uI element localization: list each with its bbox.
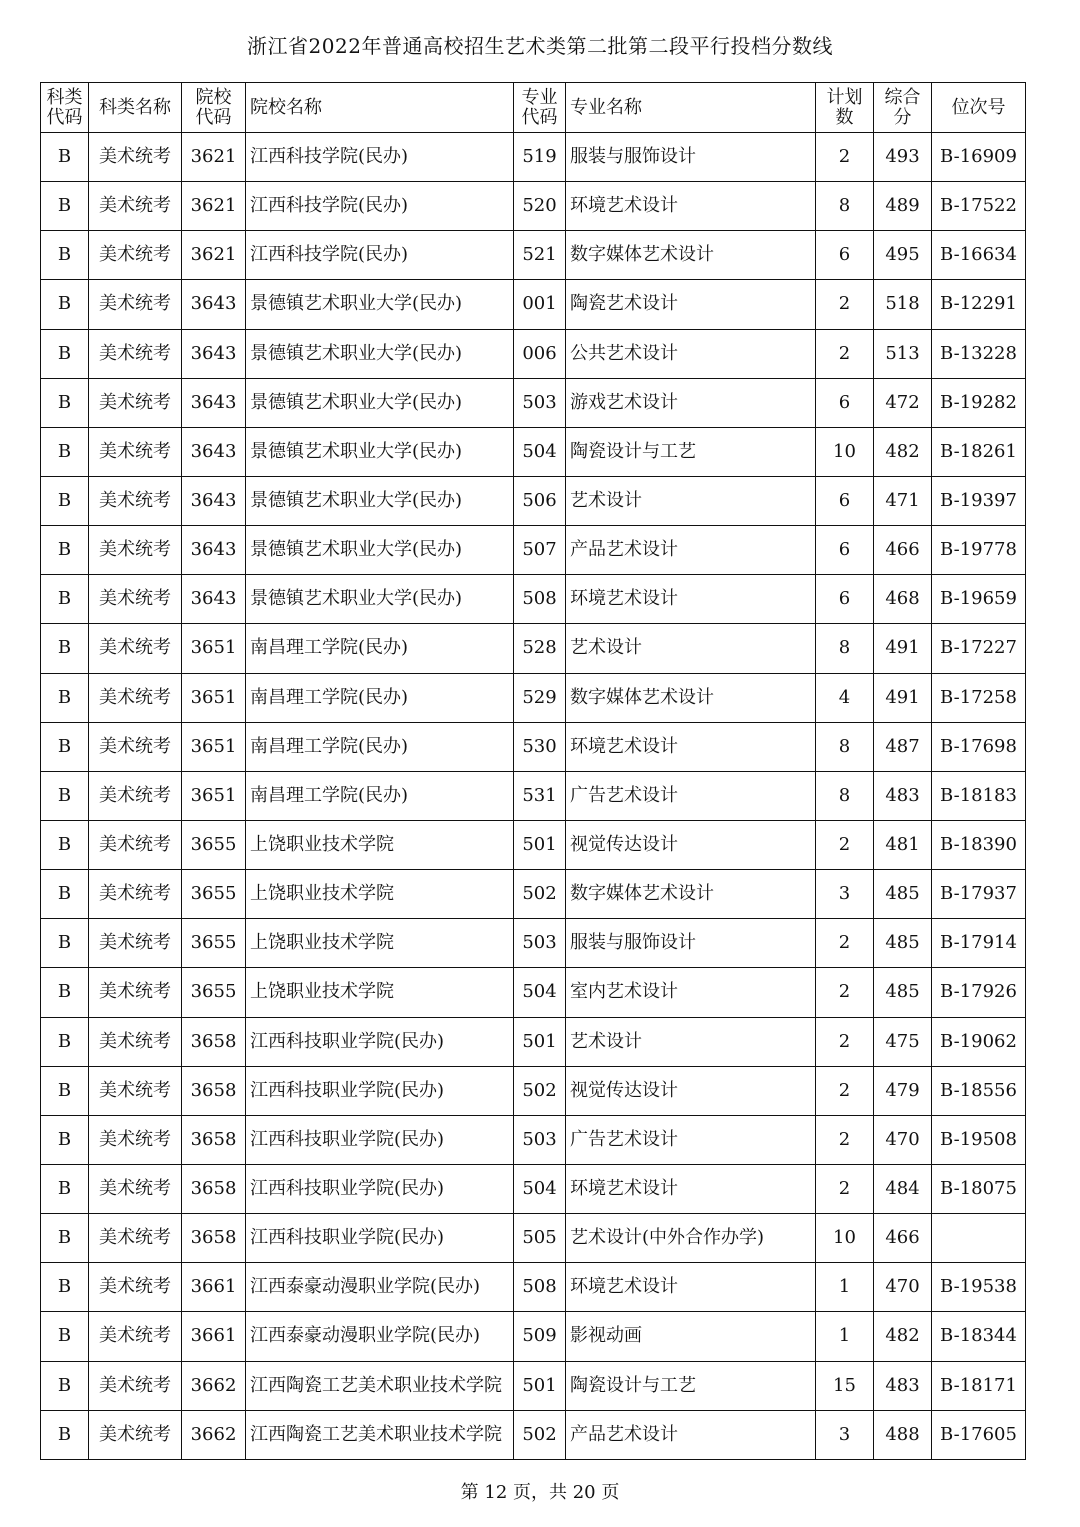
cell-subject-name: 美术统考 [89, 624, 182, 673]
cell-score: 518 [874, 280, 932, 329]
cell-subject-name: 美术统考 [89, 1361, 182, 1410]
cell-plan: 2 [816, 1066, 874, 1115]
cell-major-code: 529 [514, 673, 566, 722]
cell-major-name: 视觉传达设计 [566, 820, 816, 869]
cell-school-name: 景德镇艺术职业大学(民办) [246, 427, 514, 476]
cell-subject-name: 美术统考 [89, 1115, 182, 1164]
cell-subject-code: B [41, 182, 89, 231]
cell-rank: B-17698 [932, 722, 1026, 771]
cell-major-name: 影视动画 [566, 1312, 816, 1361]
cell-major-name: 游戏艺术设计 [566, 378, 816, 427]
table-row [41, 182, 1026, 231]
cell-score: 481 [874, 820, 932, 869]
cell-score: 482 [874, 427, 932, 476]
table-row [41, 1115, 1026, 1164]
cell-school-code: 3643 [182, 280, 246, 329]
cell-school-name: 江西陶瓷工艺美术职业技术学院 [246, 1361, 514, 1410]
cell-school-code: 3643 [182, 427, 246, 476]
cell-school-code: 3651 [182, 722, 246, 771]
cell-major-name: 服装与服饰设计 [566, 919, 816, 968]
cell-rank: B-18390 [932, 820, 1026, 869]
cell-major-name: 数字媒体艺术设计 [566, 673, 816, 722]
page-footer: 第 12 页，共 20 页 [460, 1482, 620, 1503]
cell-rank: B-19659 [932, 575, 1026, 624]
cell-school-name: 南昌理工学院(民办) [246, 722, 514, 771]
cell-major-code: 501 [514, 1017, 566, 1066]
cell-subject-name: 美术统考 [89, 427, 182, 476]
cell-rank: B-17937 [932, 870, 1026, 919]
cell-major-name: 公共艺术设计 [566, 329, 816, 378]
cell-school-name: 江西科技职业学院(民办) [246, 1017, 514, 1066]
cell-score: 466 [874, 1214, 932, 1263]
cell-school-name: 江西科技学院(民办) [246, 231, 514, 280]
header-major-code: 专业 代码 [514, 83, 566, 133]
cell-plan: 2 [816, 1017, 874, 1066]
table-row [41, 1361, 1026, 1410]
header-subject-name: 科类名称 [89, 83, 182, 133]
cell-score: 488 [874, 1410, 932, 1459]
cell-rank: B-12291 [932, 280, 1026, 329]
table-row [41, 526, 1026, 575]
table-header-row [41, 83, 1026, 133]
cell-subject-code: B [41, 231, 89, 280]
cell-subject-name: 美术统考 [89, 526, 182, 575]
cell-plan: 6 [816, 231, 874, 280]
cell-subject-name: 美术统考 [89, 1214, 182, 1263]
cell-score: 472 [874, 378, 932, 427]
cell-school-name: 景德镇艺术职业大学(民办) [246, 526, 514, 575]
cell-plan: 4 [816, 673, 874, 722]
table-row [41, 968, 1026, 1017]
cell-major-code: 531 [514, 771, 566, 820]
cell-rank [932, 1214, 1026, 1263]
header-school-code: 院校 代码 [182, 83, 246, 133]
cell-rank: B-13228 [932, 329, 1026, 378]
cell-school-name: 南昌理工学院(民办) [246, 624, 514, 673]
cell-school-name: 江西泰豪动漫职业学院(民办) [246, 1312, 514, 1361]
score-table [40, 82, 1026, 1460]
cell-school-name: 上饶职业技术学院 [246, 870, 514, 919]
cell-subject-code: B [41, 526, 89, 575]
table-row [41, 575, 1026, 624]
cell-subject-code: B [41, 329, 89, 378]
cell-rank: B-17605 [932, 1410, 1026, 1459]
cell-major-code: 502 [514, 1066, 566, 1115]
cell-school-name: 上饶职业技术学院 [246, 968, 514, 1017]
cell-major-code: 503 [514, 919, 566, 968]
cell-major-name: 艺术设计 [566, 624, 816, 673]
cell-plan: 3 [816, 870, 874, 919]
cell-rank: B-16634 [932, 231, 1026, 280]
cell-school-name: 景德镇艺术职业大学(民办) [246, 575, 514, 624]
cell-subject-code: B [41, 1312, 89, 1361]
cell-major-name: 陶瓷艺术设计 [566, 280, 816, 329]
cell-rank: B-16909 [932, 133, 1026, 182]
cell-major-name: 广告艺术设计 [566, 771, 816, 820]
cell-rank: B-18075 [932, 1164, 1026, 1213]
cell-major-name: 数字媒体艺术设计 [566, 231, 816, 280]
cell-school-code: 3655 [182, 968, 246, 1017]
cell-school-code: 3621 [182, 182, 246, 231]
cell-subject-name: 美术统考 [89, 1312, 182, 1361]
cell-score: 466 [874, 526, 932, 575]
cell-major-name: 数字媒体艺术设计 [566, 870, 816, 919]
cell-score: 493 [874, 133, 932, 182]
cell-plan: 2 [816, 133, 874, 182]
cell-plan: 2 [816, 329, 874, 378]
cell-school-name: 江西科技职业学院(民办) [246, 1164, 514, 1213]
cell-subject-code: B [41, 1115, 89, 1164]
cell-subject-name: 美术统考 [89, 673, 182, 722]
cell-subject-code: B [41, 280, 89, 329]
cell-school-code: 3658 [182, 1115, 246, 1164]
cell-major-name: 环境艺术设计 [566, 575, 816, 624]
cell-subject-name: 美术统考 [89, 1263, 182, 1312]
cell-major-code: 504 [514, 968, 566, 1017]
cell-plan: 8 [816, 722, 874, 771]
cell-subject-name: 美术统考 [89, 182, 182, 231]
cell-subject-name: 美术统考 [89, 820, 182, 869]
cell-subject-name: 美术统考 [89, 231, 182, 280]
cell-major-name: 艺术设计 [566, 476, 816, 525]
cell-plan: 8 [816, 771, 874, 820]
cell-school-code: 3662 [182, 1361, 246, 1410]
cell-school-code: 3643 [182, 378, 246, 427]
cell-rank: B-18261 [932, 427, 1026, 476]
cell-score: 482 [874, 1312, 932, 1361]
cell-subject-name: 美术统考 [89, 575, 182, 624]
cell-score: 485 [874, 968, 932, 1017]
cell-school-name: 江西科技职业学院(民办) [246, 1066, 514, 1115]
table-row [41, 427, 1026, 476]
cell-rank: B-19397 [932, 476, 1026, 525]
cell-school-name: 江西科技职业学院(民办) [246, 1115, 514, 1164]
cell-major-code: 001 [514, 280, 566, 329]
cell-school-name: 上饶职业技术学院 [246, 919, 514, 968]
table-row [41, 771, 1026, 820]
table-row [41, 722, 1026, 771]
cell-major-code: 528 [514, 624, 566, 673]
cell-plan: 10 [816, 427, 874, 476]
cell-major-code: 508 [514, 575, 566, 624]
table-row [41, 624, 1026, 673]
cell-school-code: 3643 [182, 476, 246, 525]
cell-plan: 6 [816, 526, 874, 575]
cell-major-code: 504 [514, 1164, 566, 1213]
table-row [41, 1410, 1026, 1459]
cell-major-name: 产品艺术设计 [566, 526, 816, 575]
cell-school-code: 3643 [182, 526, 246, 575]
cell-rank: B-19778 [932, 526, 1026, 575]
cell-school-code: 3661 [182, 1263, 246, 1312]
cell-rank: B-18183 [932, 771, 1026, 820]
cell-subject-name: 美术统考 [89, 476, 182, 525]
cell-subject-code: B [41, 575, 89, 624]
cell-plan: 6 [816, 575, 874, 624]
cell-school-code: 3651 [182, 673, 246, 722]
cell-subject-name: 美术统考 [89, 771, 182, 820]
cell-major-name: 陶瓷设计与工艺 [566, 1361, 816, 1410]
cell-subject-code: B [41, 870, 89, 919]
cell-school-name: 江西陶瓷工艺美术职业技术学院 [246, 1410, 514, 1459]
table-row [41, 820, 1026, 869]
table-row [41, 476, 1026, 525]
cell-score: 487 [874, 722, 932, 771]
cell-plan: 15 [816, 1361, 874, 1410]
table-row [41, 1017, 1026, 1066]
cell-school-code: 3655 [182, 820, 246, 869]
cell-major-code: 501 [514, 1361, 566, 1410]
cell-plan: 10 [816, 1214, 874, 1263]
cell-major-code: 519 [514, 133, 566, 182]
cell-subject-code: B [41, 133, 89, 182]
cell-school-code: 3661 [182, 1312, 246, 1361]
cell-rank: B-19538 [932, 1263, 1026, 1312]
cell-school-code: 3651 [182, 624, 246, 673]
cell-rank: B-17926 [932, 968, 1026, 1017]
cell-school-name: 江西科技学院(民办) [246, 182, 514, 231]
cell-major-code: 503 [514, 1115, 566, 1164]
cell-major-name: 环境艺术设计 [566, 1164, 816, 1213]
cell-major-code: 521 [514, 231, 566, 280]
cell-rank: B-19508 [932, 1115, 1026, 1164]
cell-school-code: 3658 [182, 1066, 246, 1115]
cell-score: 495 [874, 231, 932, 280]
cell-plan: 2 [816, 1115, 874, 1164]
table-row [41, 1066, 1026, 1115]
cell-plan: 2 [816, 280, 874, 329]
cell-major-name: 艺术设计 [566, 1017, 816, 1066]
cell-school-code: 3658 [182, 1214, 246, 1263]
cell-school-code: 3655 [182, 870, 246, 919]
cell-school-code: 3643 [182, 575, 246, 624]
table-row [41, 378, 1026, 427]
cell-major-name: 广告艺术设计 [566, 1115, 816, 1164]
cell-subject-code: B [41, 1066, 89, 1115]
cell-school-name: 南昌理工学院(民办) [246, 673, 514, 722]
cell-subject-code: B [41, 1214, 89, 1263]
cell-rank: B-18556 [932, 1066, 1026, 1115]
cell-subject-name: 美术统考 [89, 378, 182, 427]
cell-subject-name: 美术统考 [89, 1066, 182, 1115]
cell-subject-name: 美术统考 [89, 968, 182, 1017]
cell-major-code: 502 [514, 1410, 566, 1459]
cell-subject-name: 美术统考 [89, 722, 182, 771]
cell-score: 485 [874, 870, 932, 919]
table-row [41, 673, 1026, 722]
cell-plan: 2 [816, 820, 874, 869]
cell-school-name: 上饶职业技术学院 [246, 820, 514, 869]
cell-school-code: 3621 [182, 231, 246, 280]
cell-subject-name: 美术统考 [89, 280, 182, 329]
cell-plan: 6 [816, 476, 874, 525]
cell-subject-code: B [41, 1361, 89, 1410]
cell-major-name: 环境艺术设计 [566, 182, 816, 231]
cell-major-code: 501 [514, 820, 566, 869]
cell-rank: B-17914 [932, 919, 1026, 968]
cell-major-name: 视觉传达设计 [566, 1066, 816, 1115]
cell-score: 484 [874, 1164, 932, 1213]
cell-major-name: 产品艺术设计 [566, 1410, 816, 1459]
cell-score: 468 [874, 575, 932, 624]
cell-major-code: 503 [514, 378, 566, 427]
table-body [41, 133, 1026, 1460]
cell-school-code: 3658 [182, 1164, 246, 1213]
cell-score: 475 [874, 1017, 932, 1066]
cell-school-name: 江西泰豪动漫职业学院(民办) [246, 1263, 514, 1312]
table-row [41, 1312, 1026, 1361]
page-title: 浙江省2022年普通高校招生艺术类第二批第二段平行投档分数线 [247, 34, 833, 58]
cell-subject-code: B [41, 673, 89, 722]
cell-score: 491 [874, 624, 932, 673]
cell-subject-code: B [41, 1263, 89, 1312]
cell-subject-code: B [41, 427, 89, 476]
cell-plan: 8 [816, 624, 874, 673]
table-row [41, 1263, 1026, 1312]
cell-plan: 2 [816, 968, 874, 1017]
cell-school-code: 3658 [182, 1017, 246, 1066]
table-row [41, 231, 1026, 280]
cell-major-code: 530 [514, 722, 566, 771]
cell-score: 491 [874, 673, 932, 722]
cell-rank: B-18344 [932, 1312, 1026, 1361]
cell-score: 483 [874, 771, 932, 820]
cell-subject-name: 美术统考 [89, 133, 182, 182]
cell-major-name: 服装与服饰设计 [566, 133, 816, 182]
table-row [41, 133, 1026, 182]
cell-school-name: 江西科技职业学院(民办) [246, 1214, 514, 1263]
cell-subject-code: B [41, 378, 89, 427]
cell-subject-name: 美术统考 [89, 1017, 182, 1066]
header-major-name: 专业名称 [566, 83, 816, 133]
cell-school-name: 景德镇艺术职业大学(民办) [246, 280, 514, 329]
cell-subject-name: 美术统考 [89, 870, 182, 919]
cell-score: 485 [874, 919, 932, 968]
cell-subject-name: 美术统考 [89, 1164, 182, 1213]
cell-score: 471 [874, 476, 932, 525]
cell-score: 470 [874, 1115, 932, 1164]
table-row [41, 1164, 1026, 1213]
cell-subject-code: B [41, 722, 89, 771]
cell-school-name: 景德镇艺术职业大学(民办) [246, 329, 514, 378]
cell-subject-code: B [41, 771, 89, 820]
cell-plan: 3 [816, 1410, 874, 1459]
cell-plan: 1 [816, 1263, 874, 1312]
cell-rank: B-17258 [932, 673, 1026, 722]
cell-school-code: 3643 [182, 329, 246, 378]
cell-school-name: 江西科技学院(民办) [246, 133, 514, 182]
cell-major-code: 520 [514, 182, 566, 231]
cell-score: 489 [874, 182, 932, 231]
cell-subject-name: 美术统考 [89, 329, 182, 378]
cell-subject-code: B [41, 968, 89, 1017]
cell-subject-code: B [41, 919, 89, 968]
cell-rank: B-17522 [932, 182, 1026, 231]
cell-school-code: 3651 [182, 771, 246, 820]
header-rank: 位次号 [932, 83, 1026, 133]
cell-subject-code: B [41, 624, 89, 673]
cell-plan: 2 [816, 1164, 874, 1213]
table-row [41, 870, 1026, 919]
cell-school-code: 3662 [182, 1410, 246, 1459]
header-school-name: 院校名称 [246, 83, 514, 133]
table-row [41, 1214, 1026, 1263]
cell-subject-code: B [41, 1410, 89, 1459]
cell-rank: B-17227 [932, 624, 1026, 673]
cell-major-code: 508 [514, 1263, 566, 1312]
cell-plan: 8 [816, 182, 874, 231]
cell-school-code: 3621 [182, 133, 246, 182]
cell-subject-code: B [41, 476, 89, 525]
cell-subject-code: B [41, 1017, 89, 1066]
cell-major-code: 509 [514, 1312, 566, 1361]
table-row [41, 919, 1026, 968]
cell-subject-code: B [41, 820, 89, 869]
cell-major-code: 006 [514, 329, 566, 378]
cell-subject-name: 美术统考 [89, 1410, 182, 1459]
cell-score: 513 [874, 329, 932, 378]
cell-subject-name: 美术统考 [89, 919, 182, 968]
table-row [41, 329, 1026, 378]
cell-score: 470 [874, 1263, 932, 1312]
cell-score: 483 [874, 1361, 932, 1410]
cell-major-name: 陶瓷设计与工艺 [566, 427, 816, 476]
cell-plan: 6 [816, 378, 874, 427]
cell-rank: B-19282 [932, 378, 1026, 427]
cell-major-code: 505 [514, 1214, 566, 1263]
cell-rank: B-19062 [932, 1017, 1026, 1066]
cell-major-code: 504 [514, 427, 566, 476]
cell-major-code: 506 [514, 476, 566, 525]
cell-subject-code: B [41, 1164, 89, 1213]
cell-major-code: 502 [514, 870, 566, 919]
cell-rank: B-18171 [932, 1361, 1026, 1410]
cell-school-name: 南昌理工学院(民办) [246, 771, 514, 820]
cell-score: 479 [874, 1066, 932, 1115]
cell-plan: 1 [816, 1312, 874, 1361]
header-score: 综合 分 [874, 83, 932, 133]
cell-major-code: 507 [514, 526, 566, 575]
cell-plan: 2 [816, 919, 874, 968]
cell-school-name: 景德镇艺术职业大学(民办) [246, 378, 514, 427]
header-subject-code: 科类 代码 [41, 83, 89, 133]
cell-major-name: 室内艺术设计 [566, 968, 816, 1017]
cell-major-name: 艺术设计(中外合作办学) [566, 1214, 816, 1263]
cell-major-name: 环境艺术设计 [566, 1263, 816, 1312]
cell-major-name: 环境艺术设计 [566, 722, 816, 771]
table-row [41, 280, 1026, 329]
cell-school-code: 3655 [182, 919, 246, 968]
header-plan: 计划 数 [816, 83, 874, 133]
cell-school-name: 景德镇艺术职业大学(民办) [246, 476, 514, 525]
